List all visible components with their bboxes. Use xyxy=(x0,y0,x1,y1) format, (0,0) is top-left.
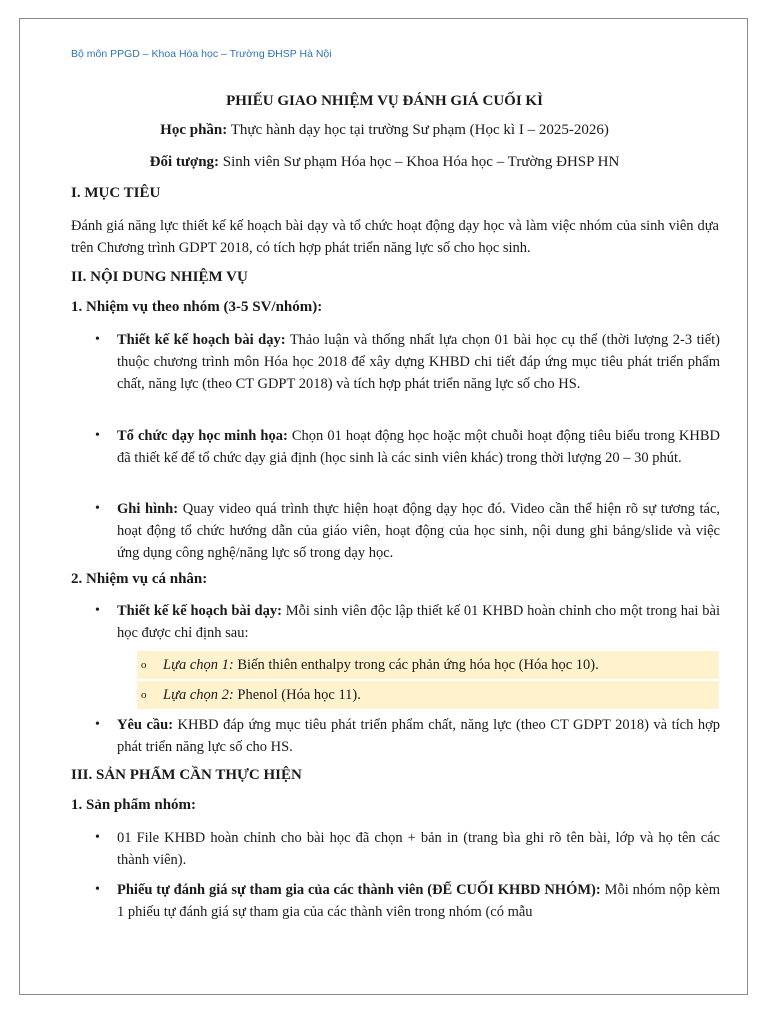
item-label: Phiếu tự đánh giá sự tham gia của các thành viên (ĐỂ CUỐI KHBD NHÓM): xyxy=(117,882,601,898)
bullet-icon: • xyxy=(95,882,100,897)
course-line xyxy=(20,122,749,139)
item-text: Chọn 01 hoạt động học hoặc một chuỗi hoạt động tiêu biểu trong KHBD đã thiết kế để tổ chức dạy giả định (học sinh là các sinh viên khác) trong thời lượng 20 – 30 phút. xyxy=(117,428,720,466)
individual-task-heading: 2. Nhiệm vụ cá nhân: xyxy=(71,571,208,587)
item-label: Thiết kế kế hoạch bài dạy: xyxy=(117,603,282,619)
item-text: Thảo luận và thống nhất lựa chọn 01 bài học cụ thể (thời lượng 2-3 tiết) thuộc chương trình môn Hóa học 2018 để xây dựng KHBD chi tiết đáp ứng mục tiêu phát triển phẩm chất, năng lực (theo CT GDPT 2018) và tích hợp phát triển năng lực số cho HS. xyxy=(117,332,720,392)
group-task-item xyxy=(95,425,720,469)
item-text: KHBD đáp ứng mục tiêu phát triển phẩm chất, năng lực (theo CT GDPT 2018) và tích hợp phát triển năng lực số cho HS. xyxy=(117,717,720,755)
option-label: Lựa chọn 1: xyxy=(163,657,234,673)
bullet-icon: • xyxy=(95,603,100,618)
section-1-heading: I. MỤC TIÊU xyxy=(71,185,161,201)
group-task-item xyxy=(95,329,720,395)
item-text: Mỗi nhóm nộp kèm 1 phiếu tự đánh giá sự tham gia của các thành viên trong nhóm (có mẫu xyxy=(117,882,720,920)
group-task-item xyxy=(95,498,721,564)
section-2-heading: II. NỘI DUNG NHIỆM VỤ xyxy=(71,269,248,285)
product-item xyxy=(95,879,720,923)
bullet-icon: • xyxy=(95,830,100,845)
item-label: Tổ chức dạy học minh họa: xyxy=(117,428,288,444)
course-value: Thực hành dạy học tại trường Sư phạm (Học kì I – 2025-2026) xyxy=(227,122,609,138)
option-item xyxy=(137,651,719,679)
bullet-icon: • xyxy=(95,428,100,443)
circle-bullet-icon: o xyxy=(141,689,147,701)
group-task-heading: 1. Nhiệm vụ theo nhóm (3-5 SV/nhóm): xyxy=(71,299,323,315)
audience-line xyxy=(20,154,749,171)
individual-task-item xyxy=(95,714,720,758)
item-label: Thiết kế kế hoạch bài dạy: xyxy=(117,332,286,348)
section-1-text: Đánh giá năng lực thiết kế kế hoạch bài dạy và tổ chức hoạt động dạy học và làm việc nhóm của sinh viên dựa trên Chương trình GDPT 2018, có tích hợp phát triển năng lực số cho học sinh. xyxy=(71,218,719,256)
course-label: Học phần: xyxy=(160,122,228,138)
document-title: PHIẾU GIAO NHIỆM VỤ ĐÁNH GIÁ CUỐI KÌ xyxy=(226,93,543,109)
bullet-icon: • xyxy=(95,717,100,732)
item-text: 01 File KHBD hoàn chỉnh cho bài học đã chọn + bản in (trang bìa ghi rõ tên bài, lớp và họ tên các thành viên). xyxy=(117,830,720,868)
page-header: Bộ môn PPGD – Khoa Hóa học – Trường ĐHSP Hà Nội xyxy=(71,48,332,60)
product-item xyxy=(95,827,720,871)
item-label: Yêu cầu: xyxy=(117,717,174,733)
audience-value: Sinh viên Sư phạm Hóa học – Khoa Hóa học – Trường ĐHSP HN xyxy=(219,154,620,170)
option-text: Phenol (Hóa học 11). xyxy=(233,687,361,703)
option-text: Biến thiên enthalpy trong các phản ứng hóa học (Hóa học 10). xyxy=(233,657,599,673)
item-text: Mỗi sinh viên độc lập thiết kế 01 KHBD hoàn chỉnh cho một trong hai bài học được chỉ định sau: xyxy=(117,603,720,641)
group-product-heading: 1. Sản phẩm nhóm: xyxy=(71,797,197,813)
document-page xyxy=(19,18,748,995)
circle-bullet-icon: o xyxy=(141,659,147,671)
item-text: Quay video quá trình thực hiện hoạt động dạy học đó. Video cần thể hiện rõ sự tương tác, hoạt động tổ chức hướng dẫn của giáo viên, hoạt động của học sinh, nội dung ghi bảng/slide và việc ứng dụng công nghệ/năng lực số trong dạy học. xyxy=(117,501,721,561)
option-label: Lựa chọn 2: xyxy=(163,687,234,703)
audience-label: Đối tượng: xyxy=(149,154,220,170)
item-label: Ghi hình: xyxy=(117,501,179,517)
option-item xyxy=(137,681,719,709)
individual-task-item xyxy=(95,600,720,644)
bullet-icon: • xyxy=(95,501,100,516)
section-3-heading: III. SẢN PHẨM CẦN THỰC HIỆN xyxy=(71,767,302,783)
bullet-icon: • xyxy=(95,332,100,347)
